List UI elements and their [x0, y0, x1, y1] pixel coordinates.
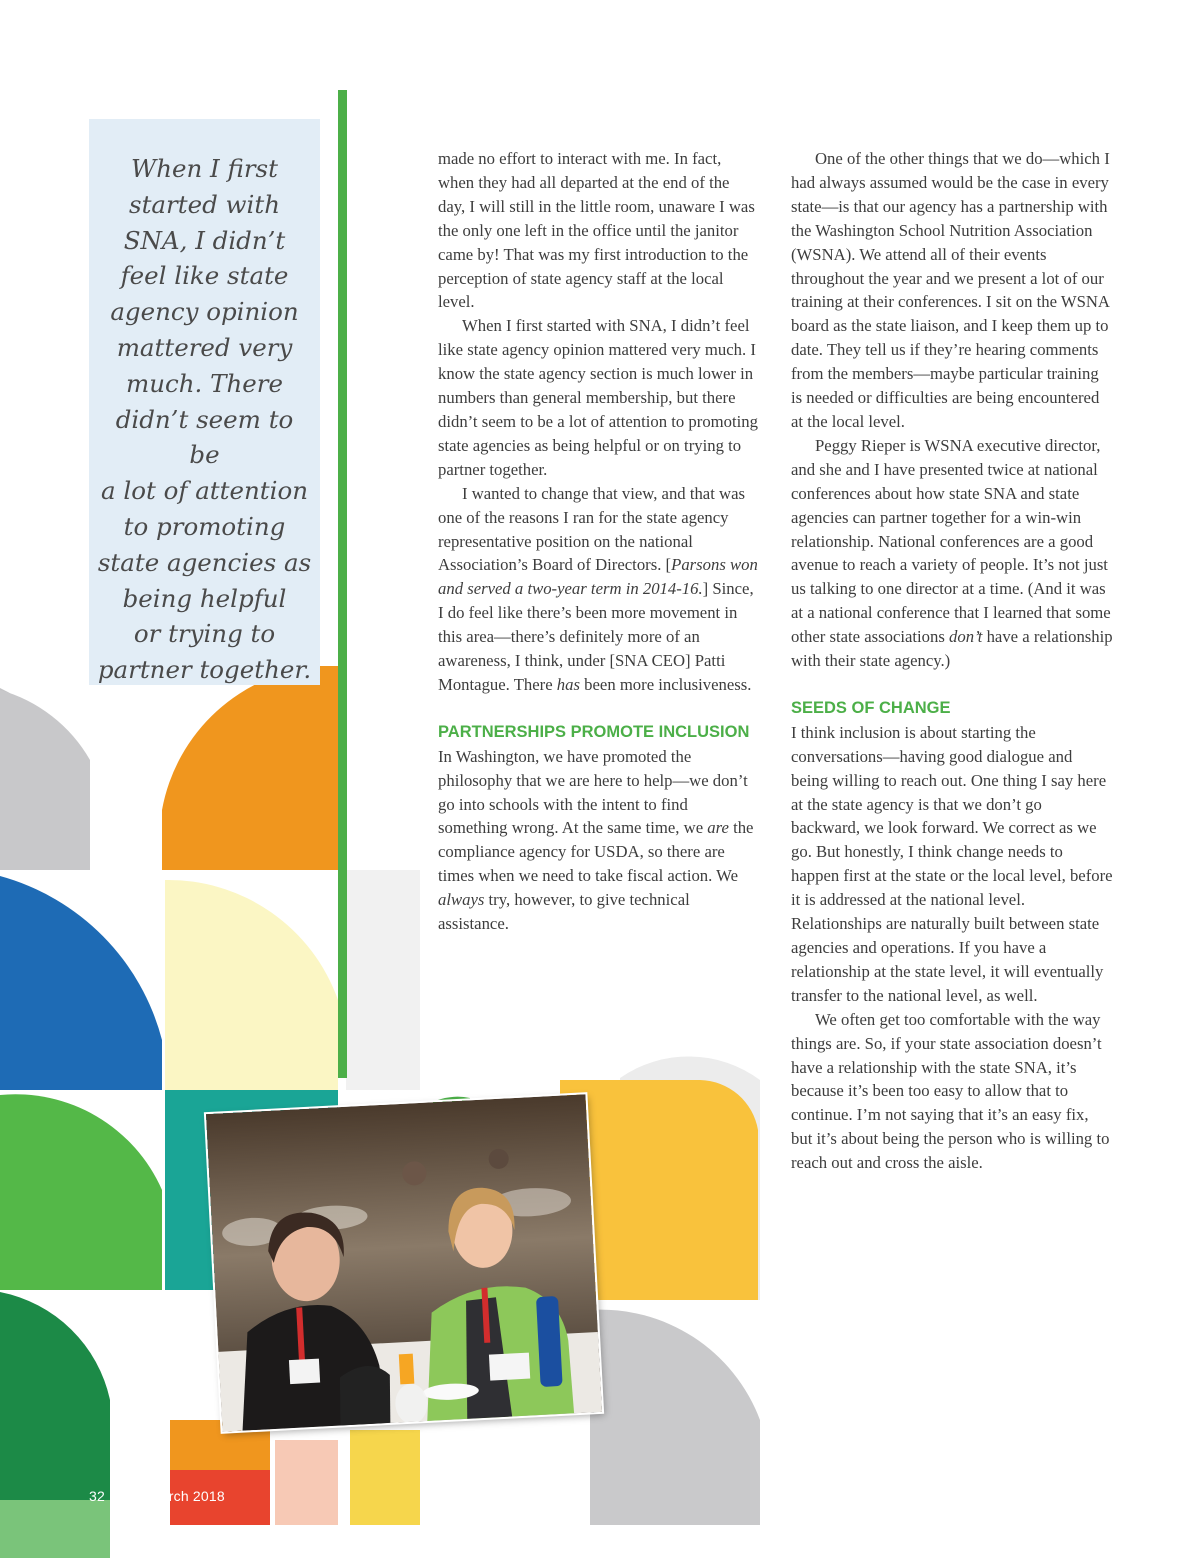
pull-quote-line: partner together.	[97, 655, 312, 685]
pull-quote-line: mattered very	[116, 332, 293, 362]
article-column-1	[438, 147, 760, 936]
section-heading: PARTNERSHIPS PROMOTE INCLUSION	[438, 722, 750, 741]
page-footer	[89, 1488, 225, 1504]
text-run: try, however, to give technical assistance.	[438, 890, 690, 934]
text-run: have a relationship with their state agency.)	[791, 627, 1113, 671]
italic-note: Parsons won and served a two-year term in 2014-16.	[438, 555, 758, 599]
pull-quote-line: When I first	[131, 154, 278, 183]
footer-separator: |	[109, 1488, 113, 1504]
pull-quote-line: agency opinion	[110, 297, 299, 327]
pull-quote-line: state agencies as	[97, 547, 312, 577]
pull-quote-line: much. There	[126, 368, 283, 398]
pull-quote-line: feel like state	[120, 261, 289, 291]
pull-quote-line: a lot of attention	[100, 476, 308, 506]
paragraph	[791, 434, 1113, 673]
pull-quote-line: started with	[129, 189, 280, 219]
paragraph: One of the other things that we do—which I had always assumed would be the case in every state—is that our agency has a partnership with the Washington School Nutrition Association (WSNA). We attend all of their events throughout the year and we present a lot of our training at their conferences. I sit on the WSNA board as the state liaison, and I keep them up to date. They tell us if they’re hearing comments from the members—maybe particular training is needed or difficulties are being encountered at the local level.	[791, 149, 1110, 431]
article-column-2	[791, 147, 1113, 1175]
accent-rule	[338, 90, 347, 1078]
pull-quote-line: didn’t seem to be	[115, 404, 294, 470]
text-run: In Washington, we have promoted the philosophy that we are here to help—we don’t go into schools with the intent to find something wrong. At the same time, we	[438, 746, 748, 838]
photo-illustration	[206, 1094, 602, 1431]
paragraph: We often get too comfortable with the way things are. So, if your state association doesn’t have a relationship with the state SNA, it’s because it’s been too easy to allow that to continue. I’m not saying that it’s an easy fix, but it’s about being the person who is willing to reach out and cross the aisle.	[791, 1009, 1110, 1173]
pull-quote-line: being helpful	[122, 583, 287, 613]
emphasis: always	[438, 890, 485, 910]
pull-quote-line: or trying to	[133, 619, 276, 649]
paragraph: I think inclusion is about starting the conversations—having good dialogue and being willing to reach out. One thing I say here at the state agency is that we don’t go backward, we look forward. We correct as we go. But honestly, I think change needs to happen first at the state or the local level, before it is addressed at the national level. Relationships are naturally built between state agencies and operations. If you have a relationship at the state level, it will eventually transfer to the national level, as well.	[791, 722, 1113, 1005]
paragraph: When I first started with SNA, I didn’t feel like state agency opinion mattered very much. I know the state agency section is much lower in numbers than general membership, but there didn’t seem to be a lot of attention to promoting state agencies as being helpful or on trying to partner together.	[438, 316, 758, 479]
paragraph	[438, 745, 760, 936]
emphasis: don’t	[949, 627, 983, 647]
emphasis: has	[556, 674, 580, 694]
pull-quote-line: to promoting	[123, 511, 286, 541]
text-run: ] Since, I do feel like there’s been more movement in this area—there’s definitely more of an awareness, I think, under [SNA CEO] Patti Montague. There	[438, 579, 754, 694]
text-run: I wanted to change that view, and that was one of the reasons I ran for the state agency representative position on the national Association’s Board of Directors. [	[438, 483, 745, 575]
pull-quote	[89, 119, 320, 685]
page-number: 32	[89, 1488, 105, 1504]
pull-quote-line: SNA, I didn’t	[123, 225, 286, 255]
paragraph	[438, 482, 760, 697]
text-run: the compliance agency for USDA, so there are times when we need to take fiscal action. We	[438, 818, 754, 886]
footer-separator: |	[140, 1488, 145, 1504]
event-photo	[206, 1094, 602, 1431]
issue-date: March 2018	[148, 1488, 225, 1504]
section-heading: SEEDS OF CHANGE	[791, 698, 951, 717]
text-run: Peggy Rieper is WSNA executive director, and she and I have presented twice at national conferences about how state SNA and state agencies can partner together for a win-win relationship. National conferences are a good avenue to reach a variety of people. It’s not just us talking to one director at a time. (And it was at a national conference that I learned that some other state associations	[791, 435, 1111, 647]
emphasis: are	[707, 818, 729, 838]
publication-name: SN	[117, 1488, 137, 1504]
text-run: been more inclusiveness.	[579, 674, 752, 694]
paragraph: made no effort to interact with me. In fact, when they had all departed at the end of the day, I will still in the little room, unaware I was the only one left in the office until the janitor came by! That was my first introduction to the perception of state agency staff at the local level.	[438, 149, 755, 312]
